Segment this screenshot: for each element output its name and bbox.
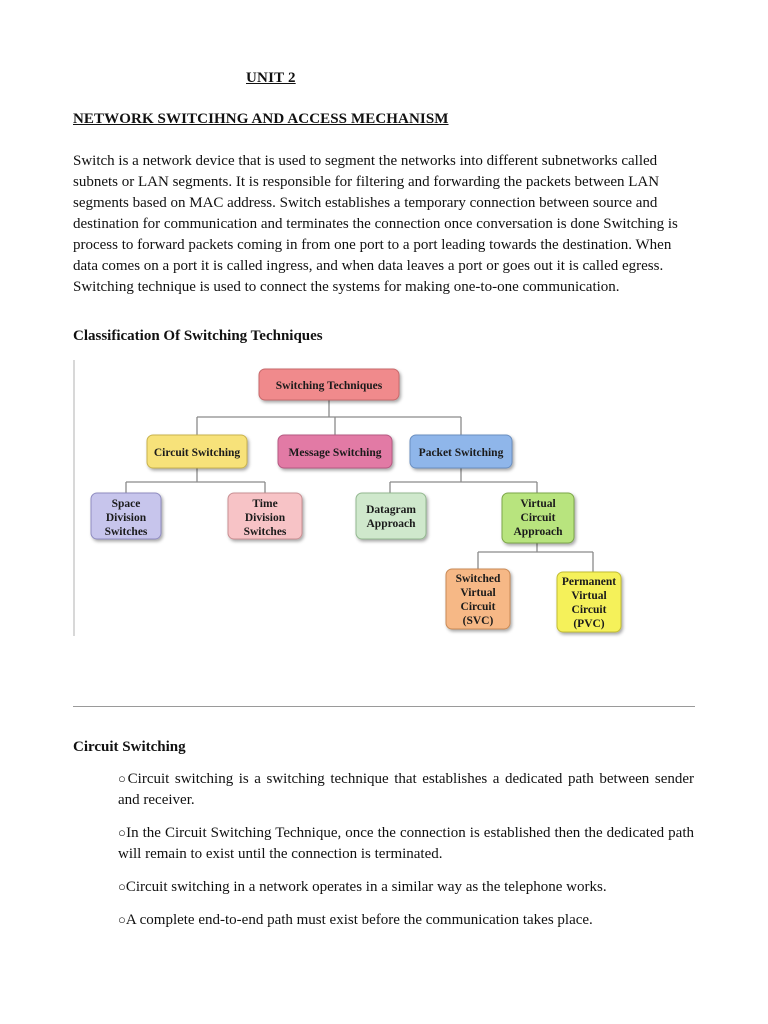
node-svc: [446, 569, 510, 629]
bullet-item: [118, 876, 694, 898]
node-label-space-3: Switches: [104, 526, 148, 538]
node-circuit-switching: [147, 435, 247, 468]
node-label-space-1: Space: [111, 498, 141, 510]
node-packet-switching: [410, 435, 512, 468]
node-label-virtual-3: Approach: [513, 526, 563, 538]
bullet-text-2: In the Circuit Switching Technique, once the connection is established then the dedicated path will remain to exist until the connection is terminated.: [118, 825, 694, 862]
node-label-virtual-2: Circuit: [520, 512, 556, 524]
switching-techniques-diagram: [73, 360, 633, 640]
node-label-time-2: Division: [244, 512, 286, 524]
bullet-item: [118, 822, 694, 865]
node-label-svc-3: Circuit: [460, 601, 496, 613]
node-message-switching: [278, 435, 392, 468]
node-box-datagram: [356, 493, 426, 539]
node-label-virtual-1: Virtual: [520, 498, 556, 510]
bullet-item: [118, 909, 694, 931]
circuit-switching-heading: Circuit Switching: [73, 739, 186, 755]
horizontal-divider: [73, 706, 695, 707]
node-label-time-3: Switches: [243, 526, 287, 538]
node-label-message: Message Switching: [288, 447, 382, 459]
diagram-connectors: [126, 400, 593, 572]
node-label-pvc-2: Virtual: [571, 590, 607, 602]
node-label-datagram-2: Approach: [366, 518, 416, 530]
node-label-circuit: Circuit Switching: [153, 447, 241, 459]
node-label-time-1: Time: [252, 498, 278, 510]
bullet-marker: ○: [118, 912, 126, 927]
node-datagram-approach: [356, 493, 426, 539]
node-virtual-circuit-approach: [502, 493, 574, 543]
intro-paragraph-1: Switch is a network device that is used to segment the networks into different subnetworks called subnets or LAN segments. It is responsible for filtering and forwarding the packets between LAN segments based on MAC address. Switch establishes a temporary connection between source and destination for communication and terminates the connection once conversation is done Switching is process to forward packets coming in from one port to a port leading towards the destination. When data comes on a port it is called ingress, and when data leaves a port or goes out it is called egress.: [73, 153, 678, 274]
bullet-text-1: Circuit switching is a switching technique that establishes a dedicated path between sender and receiver.: [118, 771, 695, 808]
node-label-svc-4: (SVC): [462, 615, 494, 627]
node-label-svc-2: Virtual: [460, 587, 496, 599]
node-label-datagram-1: Datagram: [366, 504, 416, 516]
node-pvc: [557, 572, 621, 632]
node-space-division: [91, 493, 161, 539]
intro-text: [73, 151, 698, 298]
bullet-marker: ○: [118, 825, 127, 840]
bullet-item: [118, 768, 694, 811]
node-label-packet: Packet Switching: [418, 447, 504, 459]
node-label-svc-1: Switched: [455, 573, 501, 585]
node-time-division: [228, 493, 302, 539]
bullet-marker: ○: [118, 771, 128, 786]
bullet-marker: ○: [118, 879, 126, 894]
node-label-pvc-3: Circuit: [571, 604, 607, 616]
unit-heading: UNIT 2: [246, 70, 296, 86]
node-switching-techniques: [259, 369, 399, 400]
intro-paragraph-2: Switching technique is used to connect the systems for making one-to-one communication.: [73, 279, 620, 295]
node-label-pvc-1: Permanent: [561, 576, 617, 588]
bullet-text-3: Circuit switching in a network operates in a similar way as the telephone works.: [125, 879, 607, 895]
document-title: NETWORK SWITCIHNG AND ACCESS MECHANISM: [73, 111, 449, 127]
node-label-space-2: Division: [105, 512, 147, 524]
node-label-root: Switching Techniques: [275, 380, 383, 392]
classification-heading: Classification Of Switching Techniques: [73, 328, 323, 344]
circuit-switching-bullets: [118, 768, 694, 942]
bullet-text-4: A complete end-to-end path must exist before the communication takes place.: [125, 912, 593, 928]
node-label-pvc-4: (PVC): [573, 618, 605, 630]
